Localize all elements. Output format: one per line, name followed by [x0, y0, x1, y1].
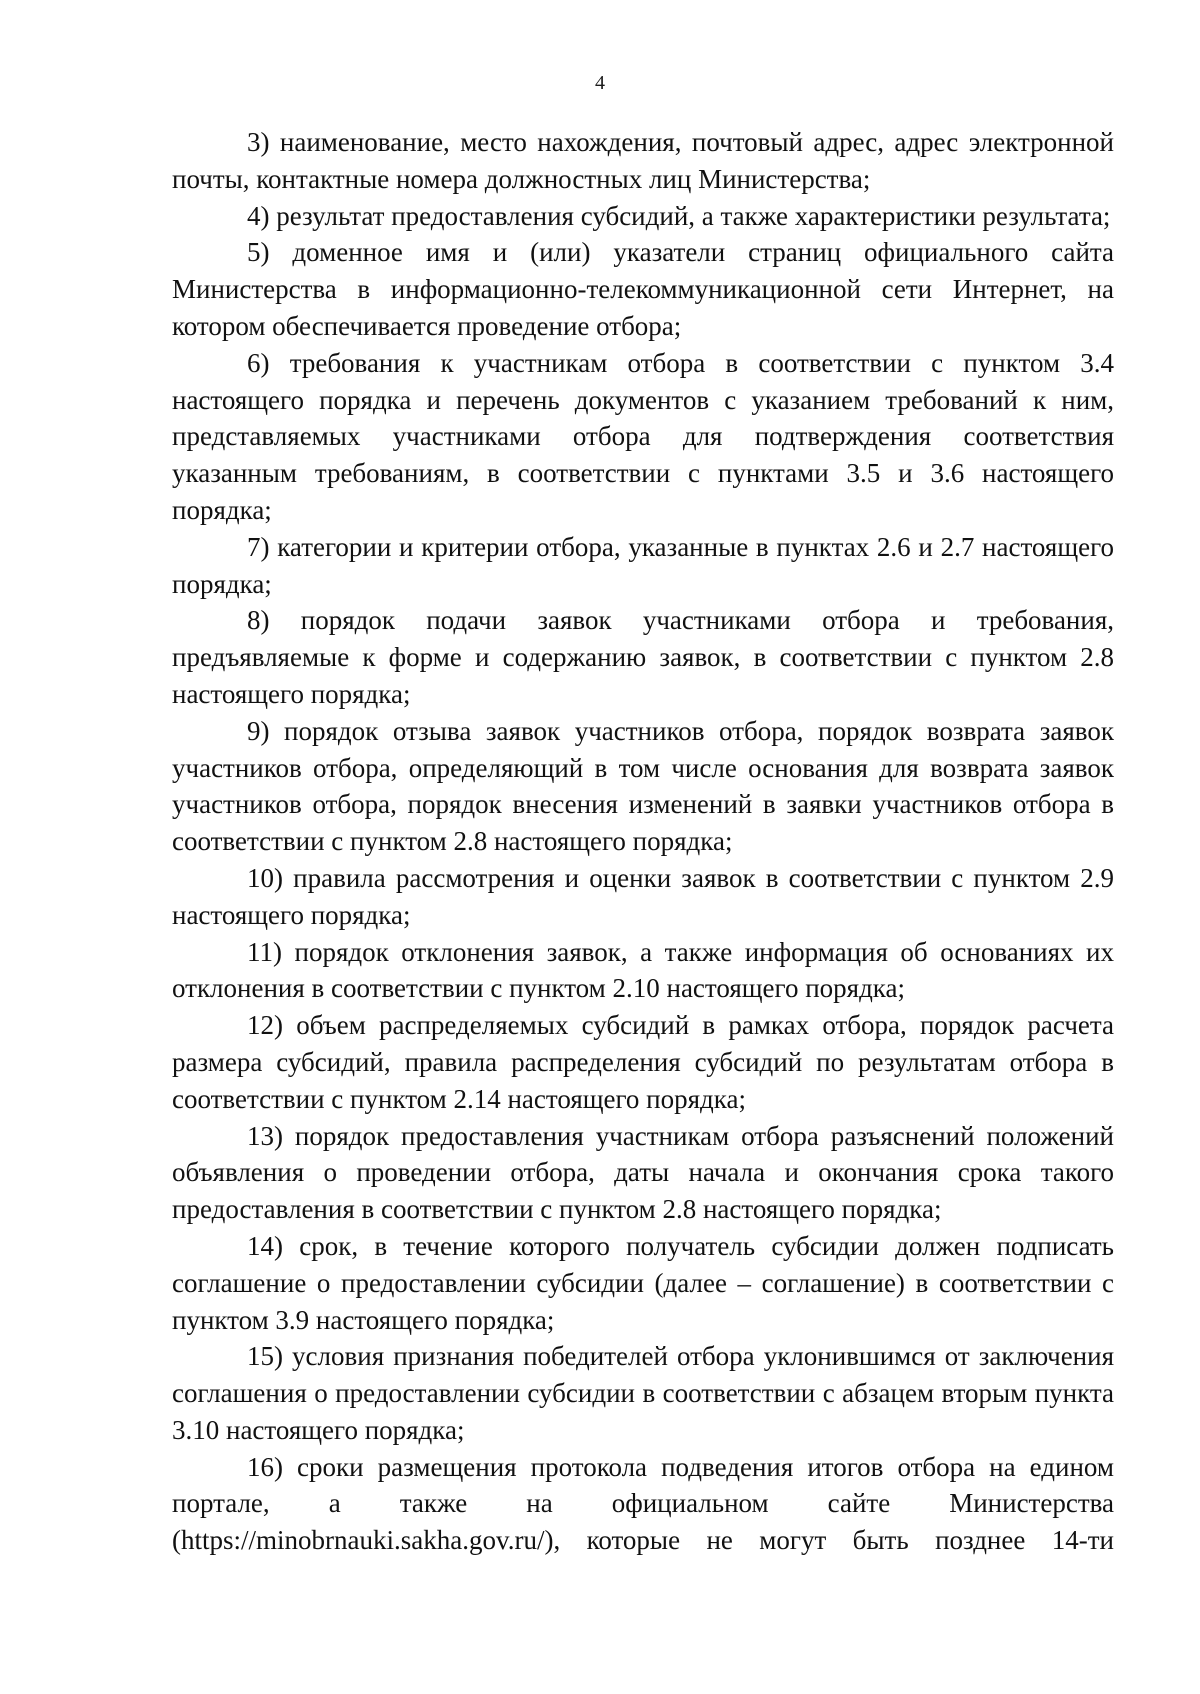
list-item-5: 5) доменное имя и (или) указатели страниц официального сайта Министерства в информационно-телекоммуникационной сети Интернет, на котором обеспечивается проведение отбора;: [172, 237, 1114, 341]
list-item-14: 14) срок, в течение которого получатель субсидии должен подписать соглашение о предоставлении субсидии (далее – соглашение) в соответствии с пунктом 3.9 настоящего порядка;: [172, 1230, 1114, 1335]
page-number: 4: [595, 72, 605, 94]
list-item-9: 9) порядок отзыва заявок участников отбора, порядок возврата заявок участников отбора, определяющий в том числе основания для возврата заявок участников отбора, порядок внесения изменений в заявки участников отбора в соответствии с пунктом 2.8 настоящего порядка;: [172, 715, 1114, 857]
list-item-6: 6) требования к участникам отбора в соответствии с пунктом 3.4 настоящего порядка и перечень документов с указанием требований к ним, представляемых участниками отбора для подтверждения соответствия указанным требованиям, в соответствии с пунктами 3.5 и 3.6 настоящего порядка;: [172, 347, 1114, 525]
list-item-11: 11) порядок отклонения заявок, а также информация об основаниях их отклонения в соответствии с пунктом 2.10 настоящего порядка;: [172, 936, 1114, 1004]
list-item-12: 12) объем распределяемых субсидий в рамках отбора, порядок расчета размера субсидий, правила распределения субсидий по результатам отбора в соответствии с пунктом 2.14 настоящего порядка;: [172, 1010, 1114, 1114]
list-item-16: 16) сроки размещения протокола подведения итогов отбора на едином портале, а также на официальном сайте Министерства (https://minobrnauki.sakha.gov.ru/), которые не могут быть позднее 14-ти: [172, 1451, 1114, 1556]
list-item-13: 13) порядок предоставления участникам отбора разъяснений положений объявления о проведении отбора, даты начала и окончания срока такого предоставления в соответствии с пунктом 2.8 настоящего порядка;: [172, 1120, 1114, 1225]
list-item-15: 15) условия признания победителей отбора уклонившимся от заключения соглашения о предоставлении субсидии в соответствии с абзацем вторым пункта 3.10 настоящего порядка;: [172, 1341, 1114, 1445]
list-item-8: 8) порядок подачи заявок участниками отбора и требования, предъявляемые к форме и содержанию заявок, в соответствии с пунктом 2.8 настоящего порядка;: [172, 605, 1114, 709]
list-item-7: 7) категории и критерии отбора, указанные в пунктах 2.6 и 2.7 настоящего порядка;: [172, 531, 1114, 599]
list-item-10: 10) правила рассмотрения и оценки заявок в соответствии с пунктом 2.9 настоящего порядка;: [172, 862, 1114, 930]
document-body: [172, 124, 1114, 1559]
list-item-3: 3) наименование, место нахождения, почтовый адрес, адрес электронной почты, контактные номера должностных лиц Министерства;: [172, 127, 1114, 194]
list-item-4: 4) результат предоставления субсидий, а также характеристики результата;: [247, 200, 1111, 231]
